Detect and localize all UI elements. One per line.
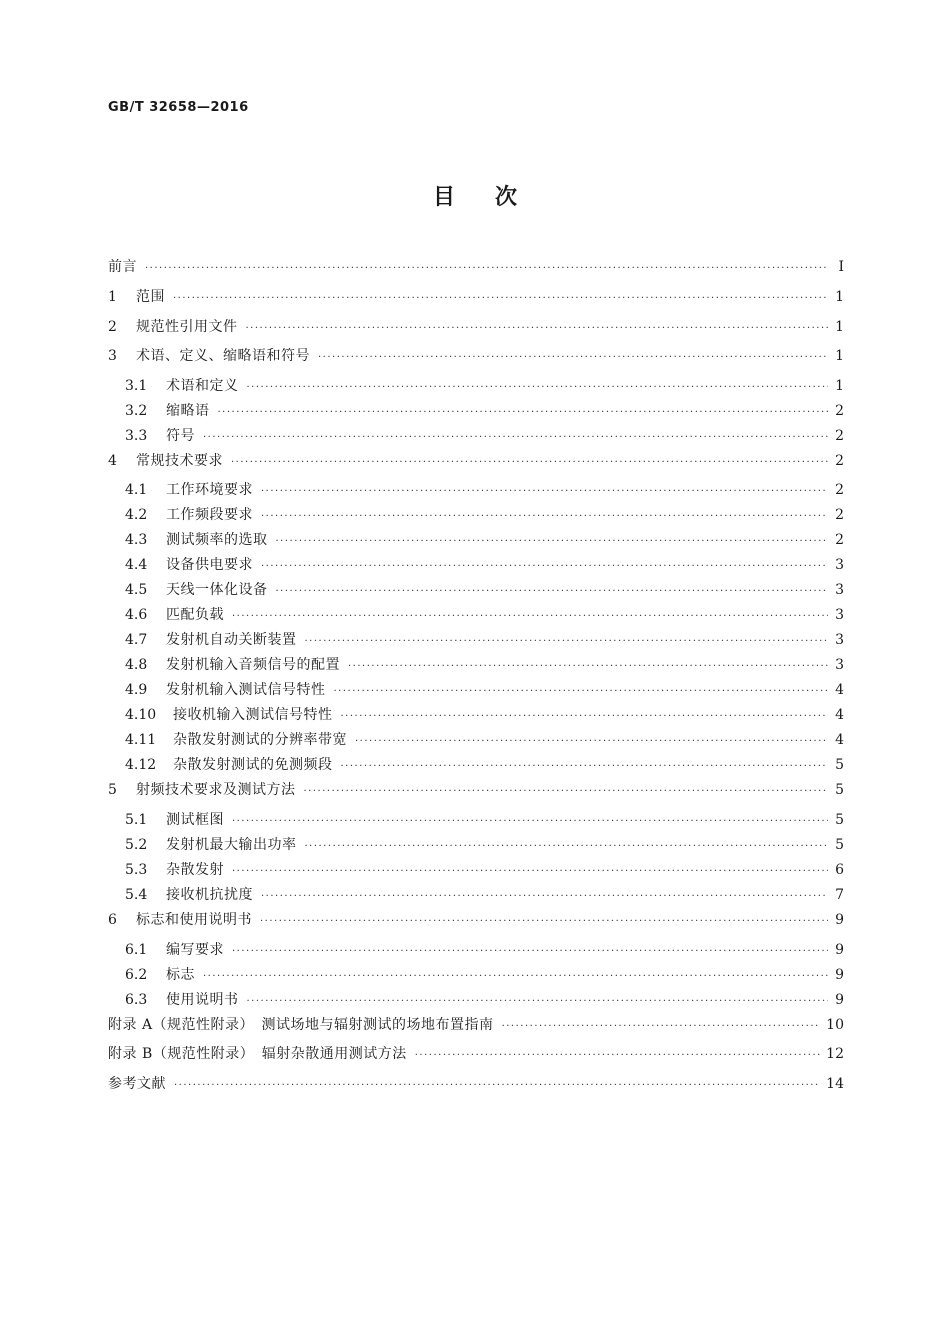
toc-entry-page: 2	[835, 402, 844, 419]
dot-leader	[145, 263, 828, 274]
dot-leader	[218, 407, 829, 418]
toc-entry-label: 接收机输入测试信号特性	[173, 707, 333, 724]
toc-entry-label: 参考文献	[108, 1075, 166, 1092]
toc-entry[interactable]	[108, 504, 844, 529]
toc-entry-number: 4.8	[125, 657, 148, 674]
toc-entry[interactable]	[108, 345, 844, 375]
dot-leader	[247, 382, 829, 393]
dot-leader	[305, 841, 829, 852]
toc-entry[interactable]	[108, 909, 844, 939]
toc-entry-page: 9	[835, 991, 844, 1008]
toc-entry-page: 6	[835, 861, 844, 878]
toc-entry-page: 5	[835, 757, 844, 774]
toc-entry-label: 范围	[136, 289, 165, 305]
toc-entry-page: 2	[835, 427, 844, 444]
toc-entry-number: 1	[108, 289, 117, 305]
toc-entry-page: 3	[835, 582, 844, 599]
toc-entry-number: 4.9	[125, 682, 148, 699]
toc-entry-label: 标志	[166, 966, 195, 983]
toc-entry[interactable]	[108, 629, 844, 654]
dot-leader	[261, 891, 828, 902]
dot-leader	[173, 293, 828, 304]
toc-entry-label: 符号	[166, 427, 195, 444]
toc-entry-page: 1	[835, 348, 844, 365]
toc-entry[interactable]	[108, 834, 844, 859]
toc-entry-number: 4.11	[125, 732, 157, 749]
dot-leader	[276, 586, 829, 597]
toc-entry[interactable]	[108, 729, 844, 754]
toc-entry[interactable]	[108, 704, 844, 729]
toc-entry-label: 术语和定义	[166, 377, 239, 394]
toc-entry-page: 5	[835, 782, 844, 799]
toc-entry-page: 10	[826, 1016, 844, 1033]
toc-entry-number: 4.4	[125, 557, 148, 574]
toc-entry[interactable]	[108, 809, 844, 834]
toc-entry-page: 4	[835, 707, 844, 724]
toc-entry[interactable]	[108, 654, 844, 679]
toc-entry[interactable]	[108, 964, 844, 989]
dot-leader	[334, 686, 829, 697]
toc-entry-page: 4	[835, 682, 844, 699]
toc-entry-page: 5	[835, 836, 844, 853]
toc-entry-label: 杂散发射测试的免测频段	[173, 757, 333, 774]
toc-entry-number: 4.3	[125, 532, 148, 549]
toc-entry-number: 4.12	[125, 757, 157, 774]
toc-entry-label: 射频技术要求及测试方法	[136, 782, 296, 799]
toc-entry-page: 2	[835, 452, 844, 469]
toc-entry[interactable]	[108, 425, 844, 450]
toc-entry-number: 3.2	[125, 402, 148, 419]
dot-leader	[232, 866, 828, 877]
toc-entry[interactable]	[108, 604, 844, 629]
toc-entry-page: 4	[835, 732, 844, 749]
toc-entry-page: 3	[835, 657, 844, 674]
dot-leader	[231, 457, 828, 468]
toc-entry-label: 匹配负载	[166, 607, 224, 624]
dot-leader	[247, 996, 829, 1007]
toc-entry[interactable]	[108, 939, 844, 964]
toc-entry-label: 杂散发射	[166, 861, 224, 878]
toc-entry-page: 2	[835, 532, 844, 549]
toc-entry-number: 2	[108, 318, 117, 335]
toc-entry[interactable]	[108, 1014, 844, 1044]
toc-entry-number: 4.5	[125, 582, 148, 599]
toc-entry-number: 3.1	[125, 377, 148, 394]
toc-entry[interactable]	[108, 859, 844, 884]
toc-entry-label: 前言	[108, 259, 137, 275]
toc-entry-page: 9	[835, 941, 844, 958]
toc-entry-number: 3	[108, 348, 117, 365]
dot-leader	[318, 352, 828, 363]
toc-entry-page: 2	[835, 482, 844, 499]
toc-entry-number: 5	[108, 782, 117, 799]
toc-entry[interactable]	[108, 579, 844, 604]
toc-entry-page: 1	[835, 289, 844, 305]
dot-leader	[232, 816, 828, 827]
toc-entry[interactable]	[108, 1073, 844, 1103]
dot-leader	[341, 711, 829, 722]
toc-entry-number: 6.1	[125, 941, 148, 958]
toc-entry-label: 杂散发射测试的分辨率带宽	[173, 732, 347, 749]
toc-entry-number: 5.2	[125, 836, 148, 853]
toc-entry-label: 术语、定义、缩略语和符号	[136, 348, 310, 365]
toc-entry-label: 缩略语	[166, 402, 210, 419]
toc-entry[interactable]	[108, 679, 844, 704]
toc-entry-page: 3	[835, 607, 844, 624]
toc-entry-label: 工作频段要求	[166, 507, 253, 524]
toc-entry-label: 编写要求	[166, 941, 224, 958]
toc-entry[interactable]	[108, 316, 844, 346]
toc-entry-number: 6.2	[125, 966, 148, 983]
toc-entry-label: 常规技术要求	[136, 452, 223, 469]
dot-leader	[203, 971, 828, 982]
dot-leader	[203, 432, 828, 443]
toc-entry-number: 5.3	[125, 861, 148, 878]
toc-entry-label: 工作环境要求	[166, 482, 253, 499]
toc-entry-page: 9	[835, 911, 844, 928]
toc-entry-number: 4	[108, 452, 117, 469]
toc-entry[interactable]	[108, 256, 844, 286]
toc-entry[interactable]	[108, 375, 844, 400]
toc-entry[interactable]	[108, 754, 844, 779]
toc-entry-number: 5.4	[125, 886, 148, 903]
toc-entry-number: 6	[108, 911, 117, 928]
page-title: 目次	[432, 185, 557, 210]
toc-entry-page: 7	[835, 886, 844, 903]
toc-entry-page: 9	[835, 966, 844, 983]
dot-leader	[348, 661, 828, 672]
toc-entry-page: 14	[826, 1075, 844, 1092]
dot-leader	[502, 1021, 821, 1032]
toc-entry-number: 4.10	[125, 707, 157, 724]
toc-entry-number: 6.3	[125, 991, 148, 1008]
toc-entry-label: 规范性引用文件	[136, 318, 238, 335]
toc-entry[interactable]	[108, 479, 844, 504]
toc-entry[interactable]	[108, 989, 844, 1014]
dot-leader	[341, 761, 829, 772]
toc-entry-label: 接收机抗扰度	[166, 886, 253, 903]
dot-leader	[355, 736, 828, 747]
toc-entry-page: 1	[835, 377, 844, 394]
toc-entry-page: 1	[835, 318, 844, 335]
toc-entry-page: 12	[826, 1046, 844, 1063]
dot-leader	[246, 323, 829, 334]
toc-entry-label: 发射机自动关断装置	[166, 632, 297, 649]
toc-entry-label: 测试框图	[166, 811, 224, 828]
dot-leader	[304, 786, 829, 797]
toc-entry-number: 3.3	[125, 427, 148, 444]
toc-entry-number: 4.1	[125, 482, 148, 499]
toc-entry[interactable]	[108, 529, 844, 554]
toc-entry-page: Ⅰ	[838, 259, 844, 275]
dot-leader	[276, 536, 829, 547]
toc-entry[interactable]	[108, 286, 844, 316]
toc-entry-page: 3	[835, 632, 844, 649]
toc-entry-label: 发射机输入音频信号的配置	[166, 657, 340, 674]
toc-entry-label: 使用说明书	[166, 991, 239, 1008]
toc-entry-page: 3	[835, 557, 844, 574]
toc-entry-label: 天线一体化设备	[166, 582, 268, 599]
toc-entry[interactable]	[108, 554, 844, 579]
dot-leader	[261, 511, 828, 522]
toc-entry-label: 设备供电要求	[166, 557, 253, 574]
toc-entry-label: 测试频率的选取	[166, 532, 268, 549]
toc-entry-number: 4.6	[125, 607, 148, 624]
toc-entry-number: 5.1	[125, 811, 148, 828]
toc-entry-label: 发射机最大输出功率	[166, 836, 297, 853]
toc-entry-number: 4.7	[125, 632, 148, 649]
dot-leader	[232, 611, 828, 622]
toc-entry-label: 附录 A（规范性附录） 测试场地与辐射测试的场地布置指南	[108, 1016, 494, 1033]
toc-entry-label: 附录 B（规范性附录） 辐射杂散通用测试方法	[108, 1046, 407, 1063]
toc-entry-label: 标志和使用说明书	[136, 911, 252, 928]
toc-entry[interactable]	[108, 450, 844, 480]
toc-entry[interactable]	[108, 779, 844, 809]
dot-leader	[305, 636, 829, 647]
dot-leader	[260, 916, 828, 927]
toc-entry[interactable]	[108, 400, 844, 425]
toc-entry[interactable]	[108, 1043, 844, 1073]
dot-leader	[232, 946, 828, 957]
toc-entry-page: 5	[835, 811, 844, 828]
dot-leader	[415, 1050, 820, 1061]
dot-leader	[261, 561, 828, 572]
toc-entry[interactable]	[108, 884, 844, 909]
table-of-contents	[108, 256, 844, 1102]
toc-entry-label: 发射机输入测试信号特性	[166, 682, 326, 699]
toc-entry-page: 2	[835, 507, 844, 524]
dot-leader	[174, 1080, 820, 1091]
dot-leader	[261, 486, 828, 497]
toc-entry-number: 4.2	[125, 507, 148, 524]
standard-code: GB/T 32658—2016	[108, 100, 249, 115]
